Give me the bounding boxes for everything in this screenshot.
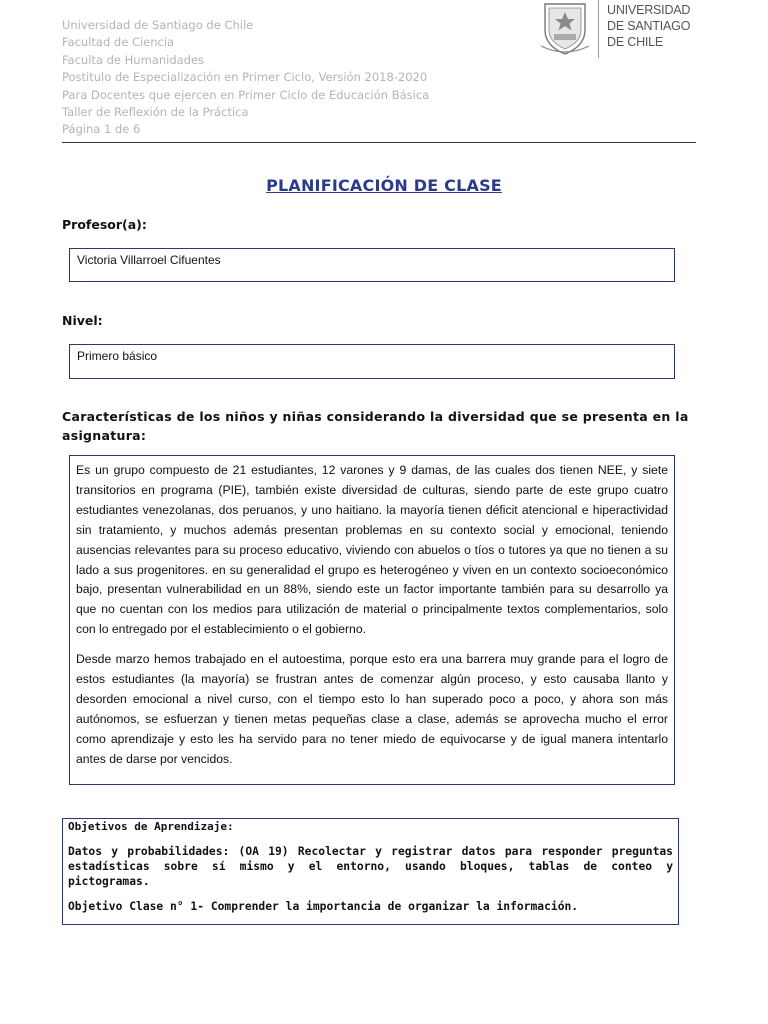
header-line-audience: Para Docentes que ejercen en Primer Ciclo de Educación Básica	[62, 87, 430, 102]
caracteristicas-paragraph: Es un grupo compuesto de 21 estudiantes, 12 varones y 9 damas, de las cuales dos tienen NEE, y siete transitorios en programa (PIE), también existe diversidad de culturas, siendo parte de este grupo cuatro estudiantes venezolanas, dos peruanos, y uno haitiano. la mayoría tienen déficit atencional e hiperactividad sin tratamiento, y muchos además presentan problemas en su contexto social y emocional, teniendo ausencias relevantes para su proceso educativo, viviendo con abuelos o tíos o tutores ya que no tienen a su lado a sus progenitores. en su generalidad el grupo es heterogéneo y viven en un contexto socioeconómico bajo, presentan vulnerabilidad en un 88%, siendo este un factor importante también para su desarrollo ya que no cuentan con los medios para utilización de material o principalmente textos complementarios, solo con lo entregado por el establecimiento o el gobierno.	[76, 463, 668, 637]
caracteristicas-label: Características de los niños y niñas considerando la diversidad que se presenta en la asignatura:	[62, 409, 689, 443]
profesor-value: Victoria Villarroel Cifuentes	[77, 253, 221, 267]
objetivos-box	[62, 818, 679, 925]
header-line-faculty-humanities: Faculta de Humanidades	[62, 52, 205, 67]
nivel-label: Nivel:	[62, 313, 103, 328]
page-title-text: PLANIFICACIÓN DE CLASE	[266, 176, 502, 195]
logo-line: DE SANTIAGO	[607, 19, 691, 33]
header-line-faculty-science: Facultad de Ciencia	[62, 35, 175, 50]
document-header	[62, 17, 429, 139]
nivel-field	[69, 344, 675, 379]
logo-line: UNIVERSIDAD	[607, 3, 691, 17]
logo-wordmark	[607, 2, 690, 50]
header-line-university: Universidad de Santiago de Chile	[62, 18, 254, 32]
objetivo-oa19: Datos y probabilidades: (OA 19) Recolectar y registrar datos para responder preguntas estadísticas sobre sí mismo y el entorno, usando bloques, tablas de conteo y pictogramas.	[68, 845, 673, 888]
logo-line: DE CHILE	[607, 35, 664, 49]
caracteristicas-field	[69, 455, 675, 785]
profesor-field	[69, 248, 675, 282]
profesor-label: Profesor(a):	[62, 217, 147, 232]
caracteristicas-paragraph: Desde marzo hemos trabajado en el autoestima, porque esto era una barrera muy grande para el logro de estos estudiantes (la mayoría) se frustran antes de comenzar algún proceso, y esto causaba llanto y desorden emocional a nivel curso, con el tiempo esto lo han superado poco a poco, y ahora son más autónomos, se esfuerzan y tienen metas pequeñas clase a clase, además se aprovecha mucho el error como aprendizaje y esto les ha servido para no tener miedo de equivocarse y de igual manera intentarlo antes de darse por vencidos.	[76, 652, 668, 766]
university-seal-icon	[537, 0, 593, 56]
university-logo	[537, 0, 707, 60]
page-title	[0, 176, 768, 196]
header-line-page-number: Página 1 de 6	[62, 122, 141, 137]
objetivos-heading: Objetivos de Aprendizaje:	[68, 820, 234, 833]
objetivo-clase-1: Objetivo Clase n° 1- Comprender la importancia de organizar la información.	[68, 900, 579, 913]
nivel-value: Primero básico	[77, 349, 158, 363]
header-line-program: Postitulo de Especialización en Primer Ciclo, Versión 2018-2020	[62, 70, 428, 85]
header-divider	[62, 142, 696, 143]
logo-divider	[598, 0, 599, 58]
header-line-workshop: Taller de Reflexión de la Práctica	[62, 105, 249, 120]
